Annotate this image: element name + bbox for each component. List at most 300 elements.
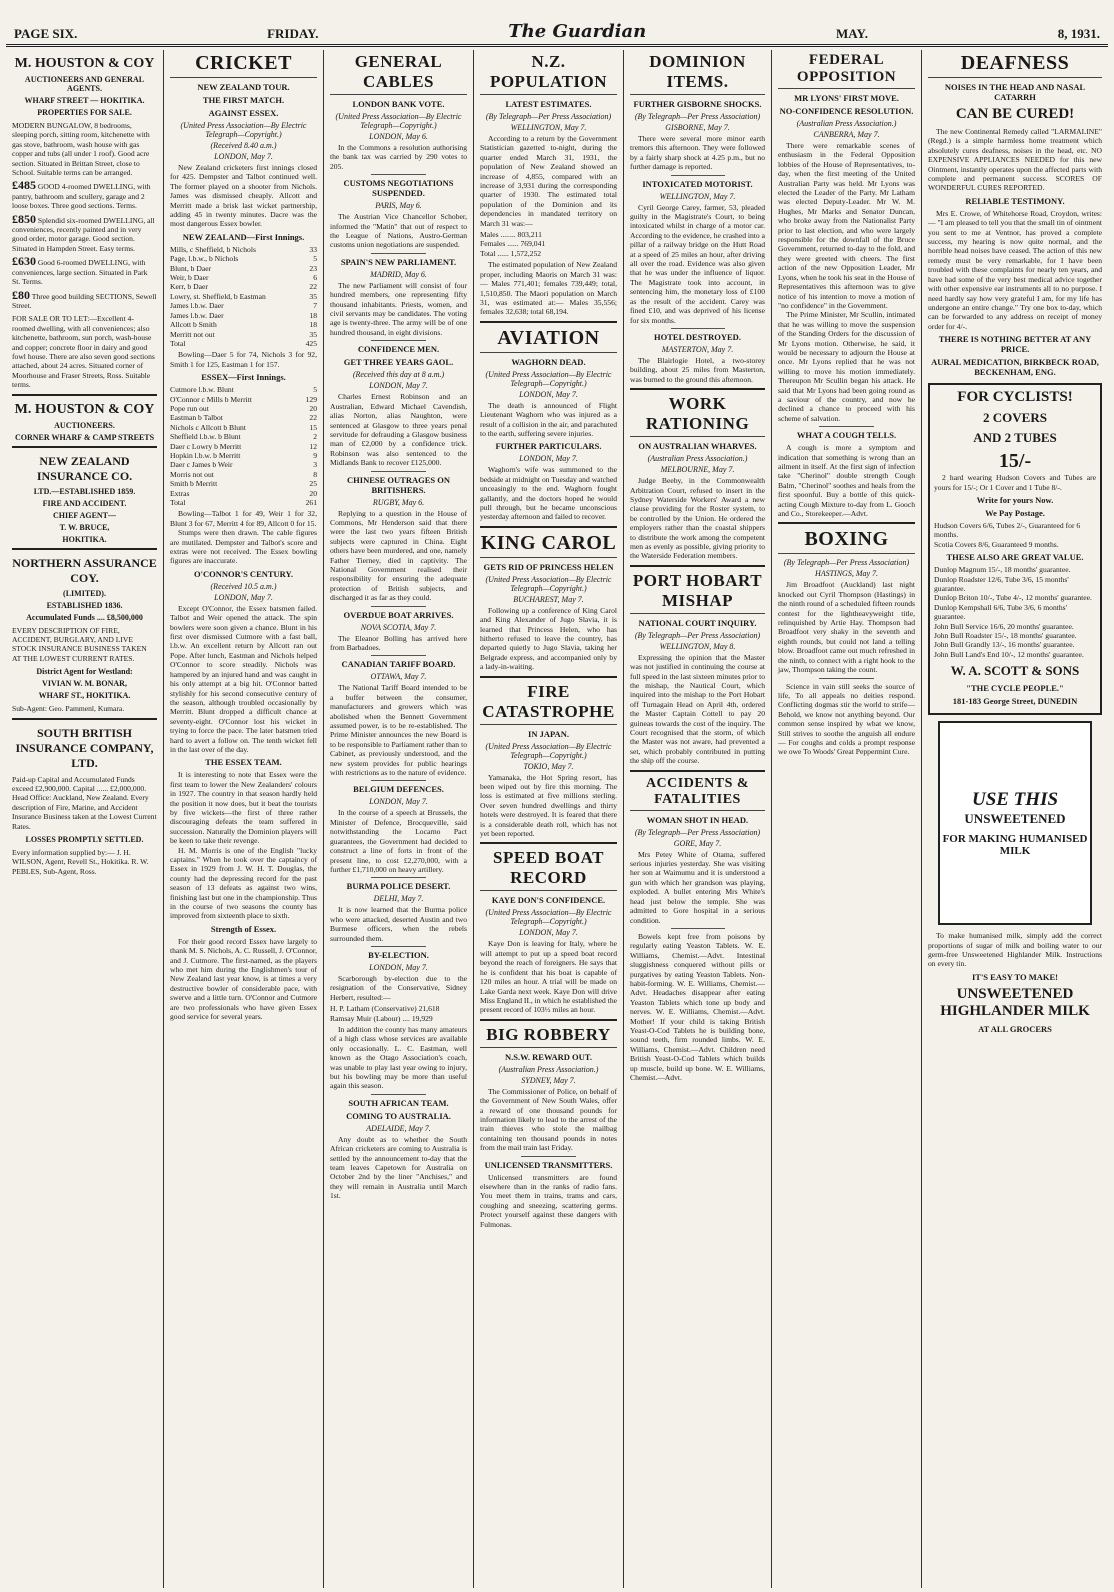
price-line: John Bull Grandly 13/-, 16 months' guarantee. [934, 640, 1075, 650]
score-batsman: Lowry, st. Sheffield, b Eastman [170, 291, 266, 301]
subheading: SOUTH AFRICAN TEAM. [348, 1097, 449, 1108]
divider [371, 655, 426, 656]
dateline: WELLINGTON, May 7. [659, 191, 736, 201]
ad-insurance-losses: LOSSES PROMPTLY SETTLED. [25, 835, 144, 845]
divider [778, 522, 915, 524]
article-paragraph: Stumps were then drawn. The cable figures are mutilated. Dempster and Talbot's score and extras were not received. The Essex bowling figures are inaccurate. [170, 528, 317, 566]
ad-props-head: PROPERTIES FOR SALE. [37, 108, 132, 117]
property-price: £850 [12, 211, 36, 226]
score-line [170, 489, 317, 498]
subheading: WOMAN SHOT IN HEAD. [646, 814, 749, 825]
subheading: N.S.W. REWARD OUT. [505, 1051, 592, 1062]
article-paragraph: Yamanaka, the Hot Spring resort, has been wiped out by fire this morning. The loss is estimated at five millions sterling. Over seven hundred dwellings and thirty hotels were destroyed. It is feared that there is a considerable death roll, which has not yet been reported. [480, 772, 617, 839]
ad-insurance-district: District Agent for Westland: [36, 667, 133, 677]
score-runs: 9 [313, 450, 317, 460]
column-6-federal-opposition [772, 50, 922, 1588]
score-batsman: Morris not out [170, 469, 214, 479]
cyclists-firm: W. A. SCOTT & SONS [950, 663, 1080, 679]
score-runs: 5 [313, 254, 317, 264]
credit-line: (By Telegraph—Per Press Association) [634, 630, 761, 640]
ad-insurance-type: FIRE AND ACCIDENT. [42, 498, 127, 508]
subheading: HOTEL DESTROYED. [654, 331, 741, 342]
divider [12, 548, 157, 550]
milk-ad-bottom: UNSWEETENED HIGHLANDER MILK [940, 985, 1090, 1019]
article-paragraph: The Eleanor Bolling has arrived here from Barbadoes. [330, 633, 467, 652]
score-line [170, 330, 317, 339]
score-batsman: James l.b.w. Daer [170, 310, 224, 320]
score-runs: 35 [309, 291, 317, 301]
section-heading: FEDERAL OPPOSITION [778, 52, 915, 89]
dateline: LONDON, May 7. [369, 381, 428, 391]
score-batsman: Smith b Merritt [170, 479, 218, 489]
dateline: MADRID, May 6. [370, 269, 427, 279]
score-line [170, 460, 317, 469]
article-paragraph: Mrs Petey White of Otama, suffered serious injuries yesterday. She was visiting her son at Waimumu and it is understood a gun with which her grandson was playing, exploded. A bullet entering Mrs White's head just below the temple. She was admitted to Gore hospital in a serious condition. [630, 849, 765, 925]
election-results [330, 1004, 467, 1023]
dateline: TOKIO, May 7. [523, 761, 574, 771]
property-price: £485 [12, 178, 36, 193]
ad-paragraph: The new Continental Remedy called "LARMALINE" (Regd.) is a simple harmless home treatment which absolutely cures deafness, noises in the head, etc. NO EXPENSIVE APPLIANCES NEEDED for this new Ointment, instantly operates upon the affected parts with complete and permanent success. SCORES OF WONDERFUL CURES REPORTED. [928, 127, 1102, 193]
cyclists-firm-sub: "THE CYCLE PEOPLE." [966, 683, 1064, 694]
ad-subheading: NOISES IN THE HEAD AND NASAL CATARRH [944, 82, 1086, 102]
article-paragraph: A cough is more a symptom and indication that something is wrong than an ailment in itself. At the first sign of infection take "Cherinol" double strength Cough Balm, "Cherinol" soothes and heals from the first spoonful. Buy a bottle of this quick-acting Cough Mixture to-day from L. Gooch and Co., Storekeeper.—Advt. [778, 443, 915, 519]
article-paragraph: Judge Beeby, in the Commonwealth Arbitration Court, refused to insert in the Sydney Waterside Workers' Award a new clause providing for the Roster system, to be controlled by the Union. He ordered the employers rather than the coastal shippers to distribute the work among the competent men as evenly as possible, giving priority to the Waterside Federation members. [630, 476, 765, 561]
ad-insurance-est: ESTABLISHED 1836. [46, 600, 123, 610]
divider [480, 676, 617, 678]
dateline: RUGBY, May 6. [372, 497, 425, 507]
subheading: INTOXICATED MOTORIST. [642, 178, 753, 189]
divider [12, 446, 157, 448]
dateline: NOVA SCOTIA, May 7. [360, 622, 437, 632]
divider [671, 928, 725, 929]
divider [630, 770, 765, 772]
subheading: NO-CONFIDENCE RESOLUTION. [779, 106, 914, 116]
ad-heading: DEAFNESS [928, 52, 1102, 78]
dateline: CANBERRA, May 7. [813, 130, 880, 139]
score-line [170, 245, 317, 254]
score-line [170, 273, 317, 282]
price-line: Dunlop Briton 10/-, Tube 4/-, 12 months' guarantee. [934, 593, 1092, 603]
subheading: BURMA POLICE DESERT. [346, 881, 451, 892]
score-batsman: Nichols c Allcott b Blunt [170, 422, 246, 432]
ad-insurance-agent-label: CHIEF AGENT— [52, 510, 117, 520]
score-runs: 33 [309, 244, 317, 254]
article-paragraph: It is now learned that the Burma police who were attacked, deserted Austin and two Burmese officers, when the rebels surrounded them. [330, 905, 467, 943]
subheading: NEW ZEALAND TOUR. [197, 82, 290, 92]
credit-line: (United Press Association—By Electric Telegraph—Copyright.) [335, 112, 462, 130]
score-runs: 3 [313, 460, 317, 470]
ad-insurance-town: HOKITIKA. [62, 534, 107, 544]
dateline: WELLINGTON, May 8. [659, 641, 736, 651]
subheading: LONDON BANK VOTE. [352, 99, 445, 109]
credit-line: (Australian Press Association.) [647, 454, 748, 464]
subheading: CUSTOMS NEGOTIATIONS SUSPENDED. [343, 178, 454, 199]
ad-insurance-desc: Paid-up Capital and Accumulated Funds exceed £2,900,000. Capital ...... £2,000,000. Head Office: Auckland, New Zealand. Every description of Fire, Marine, and Accident Insurance Business taken at the Lowest Current Rates. [12, 774, 157, 831]
ad-paragraph: Mrs E. Crowe, of Whitehorse Road, Croydon, writes:— "I am pleased to tell you that the small tin of ointment you sent to me at Ventnor, has proved a complete success, my hearing is now quite normal, and the horrible head noises have ceased. The action of this new remedy must be very remarkable, for I have been troubled with these complaints for nearly ten years, and have had some of the very best medical advice together with other expensive ear instruments all to no purpose. I need hardly say how very grateful I am, for my life has undergone an entire change." Try one box to-day, which can be forwarded to any address on receipt of money order for 4/-. [928, 208, 1102, 331]
score-runs: 129 [305, 394, 317, 404]
article-paragraph: Scarborough by-election due to the resignation of the Conservative, Sidney Herbert, resulted:— [330, 973, 467, 1002]
divider [371, 780, 426, 781]
divider [630, 388, 765, 390]
dateline: GORE, May 7. [673, 838, 722, 848]
section-heading: SPEED BOAT RECORD [480, 848, 617, 891]
score-runs: 22 [309, 413, 317, 423]
bowling-figures: Bowling—Talbot 1 for 49, Weir 1 for 32, Blunt 3 for 67, Merritt 4 for 89, Allcott 0 for 15. [170, 509, 317, 528]
credit-line: (United Press Association—By Electric Telegraph—Copyright.) [485, 574, 612, 593]
ad-heading: CAN BE CURED! [955, 106, 1075, 122]
subheading: THE FIRST MATCH. [202, 95, 285, 105]
credit-line: (By Telegraph—Per Press Association) [634, 827, 761, 837]
innings-heading: NEW ZEALAND—First Innings. [182, 231, 305, 242]
ad-firm-address: CORNER WHARF & CAMP STREETS [14, 432, 155, 442]
dateline: LONDON, May 7. [214, 152, 273, 161]
milk-ad-paragraph: To make humanised milk, simply add the correct proportions of sugar of milk and boiling water to our germ-free Unsweetened Highlander Milk. Instructions on every tin. [928, 931, 1102, 969]
advertisement-verse: Science in vain still seeks the source of life, To all appeals no deities respond. Conflicting dogmas stir the world to strife— Behold, we know not anything beyond. Our common sense inspired by what we know, Still strives to soothe the anguish all endure— For coughs and colds a prompt response we owe To Woods' Great Peppermint Cure. [778, 681, 915, 757]
subheading: AGAINST ESSEX. [208, 108, 279, 118]
subheading: GETS RID OF PRINCESS HELEN [483, 561, 614, 572]
dateline: LONDON, May 7. [369, 962, 428, 972]
section-heading: BIG ROBBERY [480, 1025, 617, 1048]
article-paragraph: The Blairlogie Hotel, a two-storey building, about 25 miles from Masterton, was burned to the ground this afternoon. [630, 355, 765, 384]
score-runs: 425 [305, 338, 317, 348]
score-runs: 12 [309, 441, 317, 451]
advertisement-text: Bowels kept free from poisons by regularly eating Yeaston Tablets. W. E. Williams, Chemist.—Advt. Intestinal sluggishness conquered without pills or purgatives by eating Yeaston Tablets. Non-habit-forming. W. E. Williams, Chemist.—Advt. Headaches disappear after eating Yeaston Tablets which tone up body and nerves. W. E. Williams, Chemist.—Advt. Mother! If your child is taking British Yeast-O-Cod Tablets he is building bone, sound teeth, firm rounded limbs. W. E. Williams, Chemist.—Advt. Children need British Yeast-O-Cod Tablets which builds up muscle, build up bone. W. E. Williams, Chemist.—Advt. [630, 931, 765, 1082]
score-runs: 25 [309, 479, 317, 489]
cyclists-ad [928, 383, 1102, 715]
divider [480, 321, 617, 323]
subheading: BY-ELECTION. [368, 949, 429, 960]
column-4-nz-population [474, 50, 624, 1588]
credit-line: (By Telegraph—Per Press Association) [634, 112, 761, 121]
dateline: LONDON, May 7. [519, 389, 578, 399]
section-heading: CRICKET [170, 52, 317, 78]
ad-insurance-agent: VIVIAN W. M. BONAR, [42, 679, 127, 689]
article-paragraph: The Commissioner of Police, on behalf of the Government of New South Wales, offer a reward of one thousand pounds for information likely to lead to the arrest of the train thieves who stole the mailbag containing ten thousand pounds in notes from the mail train last Friday. [480, 1086, 617, 1153]
article-paragraph: The new Parliament will consist of four hundred members, one representing fifty thousand inhabitants. Priests, women, and civil servants may be candidates. The voting age is twenty-three. The army will be of one hundred thousand, in eight divisions. [330, 280, 467, 337]
divider [480, 526, 617, 528]
column-1-advertisements [6, 50, 164, 1588]
dateline: LONDON, May 7. [369, 797, 428, 807]
property-desc: Good 6-roomed DWELLING, with conveniences, large section. Situated in Park St. Terms. [12, 258, 148, 287]
article-paragraph: New Zealand cricketers first innings closed for 425. Dempster and Talbot continued well. The former played on a shooter from Nichols. James was dismissed cheaply. Allcott and Merritt made a brisk last wicket partnership, adding 45 in twenty minutes. Dacre was the most dangerous Essex bowler. [170, 163, 317, 229]
ad-firm-name: M. HOUSTON & COY [14, 56, 155, 71]
ad-property [12, 254, 157, 287]
article-paragraph: Following up a conference of King Carol and King Alexander of Jugo Slavia, it is learned that Princess Helen, who has hitherto refused to leave the country, has departed quietly to Jugo Slavia, taking her Belgrade express, and accompanied only by a lady-in-waiting. [480, 605, 617, 672]
cyclists-sub: 2 COVERS [983, 410, 1047, 426]
score-batsman: Page, l.b.w., b Nichols [170, 254, 239, 264]
score-batsman: Daer c James b Weir [170, 460, 233, 470]
ad-address: AURAL MEDICATION, BIRKBECK ROAD, BECKENHAM, ENG. [931, 357, 1099, 378]
masthead [6, 18, 1108, 47]
property-desc: GOOD 4-roomed DWELLING, with pantry, bathroom and scullery, garage and 2 loose boxes. Three good sections. Terms. [12, 182, 151, 211]
population-figures [480, 230, 617, 258]
subheading: KAYE DON'S CONFIDENCE. [491, 895, 606, 906]
score-line [170, 413, 317, 422]
score-batsman: Weir, b Daer [170, 273, 209, 283]
credit-line: (United Press Association—By Electric Telegraph—Copyright.) [485, 908, 612, 927]
score-batsman: Merritt not out [170, 329, 215, 339]
paper-title: The Guardian [508, 21, 647, 42]
divider [819, 678, 874, 679]
subheading: FURTHER GISBORNE SHOCKS. [633, 99, 762, 109]
divider [371, 946, 426, 947]
article-paragraph: The National Tariff Board intended to be a buffer between the consumer, manufacturers and growers which was abolished when the Bennett Government assumed power, is to be re-established. The Prime Minister announces the new Board is to be responsible to Parliament rather than to Cabinet, as previously understood, and the new system provides for public hearings with restrictions as to the nature of evidence. [330, 683, 467, 778]
subheading: Strength of Essex. [210, 923, 277, 934]
ad-insurance-funds: Accumulated Funds .... £8,500,000 [26, 612, 143, 622]
dateline: LONDON, May 7. [519, 928, 578, 938]
divider [671, 175, 725, 176]
credit-line: (Australian Press Association.) [796, 119, 897, 128]
score-batsman: Kerr, b Daer [170, 282, 208, 292]
election-result: Ramsay Muir (Labour) .... 19,929 [330, 1013, 433, 1023]
scorecard-essex [170, 385, 317, 507]
price-line: Hudson Covers 6/6, Tubes 2/-, Guaranteed for 6 months. [934, 520, 1081, 540]
ad-firm-sub: AUCTIONEERS AND GENERAL AGENTS. [24, 75, 145, 93]
property-price: £80 [12, 287, 30, 302]
article-paragraph: The death is announced of Flight Lieutenant Waghorn who was injured as a result of a collision in the air, and parachuted to the earth, suffering severe injuries. [480, 400, 617, 438]
subheading: UNLICENSED TRANSMITTERS. [484, 1159, 613, 1170]
score-line [170, 292, 317, 301]
score-line [170, 404, 317, 413]
article-paragraph: Kaye Don is leaving for Italy, where he will attempt to put up a speed boat record beyond the reach of foreigners. He says that he is confident that his boat is capable of 120 miles an hour. A trial will be made on Lake Garda next week. Kaye Don will drive Miss England II., in which he established the present record of 103½ miles an hour. [480, 939, 617, 1015]
article-paragraph: There were remarkable scenes of enthusiasm in the Federal Opposition lobbies of the House of Representatives, to-day, when the first meeting of the United Australian Party was held. Mr Lyons was elected the Leader of the Party. Mr Latham was elected Deputy-Leader. Mr W. M. Hughes, Mr Marks and Senator Duncan, who broke away from the Nationalist Party prior to last election, and who were largely responsible for the downfall of the Bruce Government, returned to-day to the fold, and they were greeted with cheers. The first action of the new Opposition Leader, Mr Lyons, when he took his seat in the House of Representatives this afternoon was to give notice of his intention to move a motion of "no confidence" in the Government. [778, 141, 915, 310]
subheading: SPAIN'S NEW PARLIAMENT. [340, 256, 457, 267]
ad-property: FOR SALE OR TO LET:—Excellent 4-roomed dwelling, with all conveniences; also kitchenette, bathroom, sun porch, wash-house and copper; concrete floor in dairy and good fowl house. There are also seven good sections attached, about 24 acres. Situated corner of Moorhouse and Fraser Streets, Ross. Suitable terms. [12, 314, 155, 390]
ad-insurance-name: NEW ZEALAND INSURANCE CO. [36, 453, 133, 483]
milk-tin-illustration [938, 721, 1092, 925]
ad-property: MODERN BUNGALOW, 8 bedrooms, sleeping porch, sitting room, kitchenette with gas stove, bathroom, wash house with gas copper and tubs (all under 1 roof). Good acre section. Situated in Brittan Street, close to School. Suitable terms can be arranged. [12, 121, 150, 178]
score-batsman: Eastman b Talbot [170, 413, 223, 423]
score-batsman: Cutmore l.b.w. Blunt [170, 385, 234, 395]
score-line [170, 339, 317, 348]
subheading: CHINESE OUTRAGES ON BRITISHERS. [347, 474, 450, 495]
ad-insurance-info: Every information supplied by:— J. H. WILSON, Agent, Revell St., Hokitika. R. W. PEBLES, Sub-Agent, Ross. [12, 848, 149, 876]
subheading: COMING TO AUSTRALIA. [346, 1110, 451, 1121]
article-paragraph: In the course of a speech at Brussels, the Minister of Defence, Brocqueville, said notwithstanding the Locarno Pact guarantees, the Government had decided to construct a line of forts in front of the present line, to cost £2,270,000, with a further £1,710,000 on heavy artillery. [330, 808, 467, 874]
score-batsman: Sheffield l.b.w. b Blunt [170, 432, 241, 442]
ad-insurance-address: WHARF ST., HOKITIKA. [38, 691, 131, 701]
population-males: Males ........ 803,211 [480, 230, 542, 240]
score-line [170, 451, 317, 460]
section-heading: AVIATION [480, 327, 617, 353]
ad-property [12, 211, 157, 254]
article-paragraph: For their good record Essex have largely to thank M. S. Nichols, A. C. Russell, J. O'Connor, and J. Cutmore. The first-named, as the players who met him during the Englishmen's tour of New Zealand last year know, is at times a very destructive bowler of considerable pace, with swerve and a little turn. O'Connor and Cutmore are two professionals who have given Essex good service for several years. [170, 936, 317, 1022]
subheading: BELGIUM DEFENCES. [353, 784, 444, 795]
divider [371, 174, 426, 175]
ad-insurance-desc: EVERY DESCRIPTION OF FIRE, ACCIDENT, BURGLARY, AND LIVE STOCK INSURANCE BUSINESS TAKEN AT THE LOWEST CURRENT RATES. [12, 625, 147, 663]
dateline: LONDON, May 7. [214, 592, 273, 602]
ad-firm-address: WHARF STREET — HOKITIKA. [24, 96, 145, 105]
price-line: John Bull Land's End 10/-, 12 months' guarantee. [934, 649, 1084, 659]
score-line [170, 423, 317, 432]
dateline: GISBORNE, May 7. [665, 123, 730, 132]
credit-line: (United Press Association—By Electric Telegraph—Copyright.) [180, 121, 307, 139]
divider [371, 1094, 426, 1095]
section-heading: KING CAROL [480, 532, 617, 558]
score-batsman: O'Connor c Mills b Merritt [170, 394, 252, 404]
ad-insurance-subagent: Sub-Agent: Geo. Pammenl, Kumara. [12, 704, 125, 714]
dateline: LONDON, May 7. [519, 454, 578, 464]
score-line [170, 442, 317, 451]
article-paragraph: In addition the county has many amateurs of a high class whose services are available only occasionally. L. C. Eastman, well known as the Otago Association's coach, was unable to play last year owing to injury, but his bowling may be more than useful again this season. [330, 1024, 467, 1091]
article-paragraph: Charles Ernest Robinson and an Australian, Edward Michael Cavendish, alias Norton, alias Naughton, were sentenced at Glasgow to three years penal servitude for defrauding a Glasgow business man of £2,000 by a confidence trick. Robinson was also sentenced to the Midlands Bank to recover £125,000. [330, 392, 467, 468]
ad-property [12, 178, 157, 211]
article-paragraph: The Austrian Vice Chancellor Schober, informed the "Matin" that out of respect to the League of Nations, Austro-German customs union negotiations are suspended. [330, 212, 467, 250]
price-line: John Bull Service 16/6, 20 months' guarantee. [934, 621, 1074, 631]
section-heading: FIRE CATASTROPHE [480, 682, 617, 725]
score-runs: 2 [313, 432, 317, 442]
ad-note: THERE IS NOTHING BETTER AT ANY PRICE. [938, 334, 1092, 355]
score-batsman: Total [170, 338, 186, 348]
score-batsman: Hopkin l.b.w. b Merritt [170, 450, 241, 460]
received-line: (Received this day at 8 a.m.) [352, 370, 445, 380]
score-runs: 20 [309, 403, 317, 413]
page-number: PAGE SIX. [14, 26, 78, 41]
article-paragraph: It is interesting to note that Essex were the first team to lower the New Zealanders' colours in 1927. The country in that season hardly held the position it now does, but it beat the tourists by five wickets—the first of three rather discouraging defeats the team suffered in succession. Naturally the Dominion players will be keen to take their revenge. [170, 770, 317, 846]
score-line [170, 395, 317, 404]
date: 8, 1931. [1057, 26, 1100, 41]
divider [819, 426, 874, 427]
divider [671, 328, 725, 329]
ad-firm-sub: AUCTIONEERS. [54, 420, 115, 430]
score-runs: 7 [313, 301, 317, 311]
score-line [170, 254, 317, 263]
column-2-cricket [164, 50, 324, 1588]
dateline: DELHI, May 7. [373, 894, 424, 904]
credit-line: (United Press Association—By Electric Telegraph—Copyright.) [485, 369, 612, 388]
score-line [170, 264, 317, 273]
score-batsman: Pope run out [170, 403, 209, 413]
score-runs: 261 [305, 498, 317, 507]
subheading: CONFIDENCE MEN. [357, 344, 440, 355]
article-paragraph: Any doubt as to whether the South African cricketers are coming to Australia is settled by the announcement to-day that the team leaves Capetown for Australia on October 2nd by the liner "Anchises," and they will remain in Australia until March 1st. [330, 1134, 467, 1201]
score-runs: 5 [313, 385, 317, 395]
score-line [170, 498, 317, 507]
price-line: John Bull Roadster 15/-, 18 months' guarantee. [934, 631, 1077, 640]
ad-subheading: RELIABLE TESTIMONY. [965, 195, 1065, 206]
score-runs: 18 [309, 320, 317, 330]
divider [12, 394, 157, 396]
article-paragraph: H. M. Morris is one of the English "lucky captains." When he took over the captaincy of Essex in 1929 from J. W. H. T. Douglas, the county had the depressing record for the past season of 13 defeats as against two wins, finishing last but one in the championship. Thus in the course of two seasons the county has improved from sixteenth place to sixth. [170, 845, 317, 921]
score-runs: 23 [309, 263, 317, 273]
cyclists-also-list [934, 565, 1096, 659]
section-heading: BOXING [778, 528, 915, 554]
article-paragraph: Expressing the opinion that the Master was not justified in continuing the course at full speed in the last sixteen minutes prior to the mishap, the Nautical Court, which inquired into the mishap to the Port Hobart off Turnagain Head on April 4th, ordered the Master Captain Cottell to pay 20 guineas towards the cost of the inquiry. The Court recognised that the storm, of which the Master was not aware, had prevented a set, which probably contributed in putting the ship off the course. [630, 652, 765, 766]
article-paragraph: Jim Broadfoot (Auckland) last night knocked out Cyril Thompson (Hastings) in the ninth round of a scheduled fifteen rounds contest for the lightheavyweight title, relinquished by Artie Hay. Thompson had Broadfoot very shaky in the seventh and eighth rounds, but could not land a telling blow. Broadfoot came out much refreshed in the ninth, to connect with a right hook to the jaw, Thompson taking the count. [778, 580, 915, 675]
ad-insurance-name: SOUTH BRITISH INSURANCE COMPANY, LTD. [15, 725, 154, 770]
dateline: BUCHAREST, May 7. [513, 594, 584, 604]
score-batsman: James l.b.w. Daer [170, 301, 224, 311]
divider [371, 340, 426, 341]
credit-line: (United Press Association—By Electric Telegraph—Copyright.) [485, 741, 612, 760]
divider [12, 718, 157, 720]
section-heading: DOMINION ITEMS. [630, 52, 765, 95]
population-females: Females ...... 769,041 [480, 239, 546, 249]
price-line: Dunlop Roadster 12/6, Tube 3/6, 15 months' guarantee. [934, 574, 1069, 593]
score-batsman: Total [170, 498, 186, 507]
article-paragraph: Unlicensed transmitters are found elsewhere than in the ranks of radio fans. You meet them in trains, trams and cars, coughing and sneezing, scattering germs. Protect yourself against these dangers with Fulmonas. [480, 1172, 617, 1229]
innings-heading: ESSEX—First Innings. [201, 372, 286, 383]
cyclists-postage: We Pay Postage. [985, 507, 1045, 518]
dateline: MELBOURNE, May 7. [660, 465, 735, 475]
divider [480, 1019, 617, 1021]
column-5-dominion-items [624, 50, 772, 1588]
cyclists-price-list [934, 521, 1096, 549]
score-line [170, 320, 317, 329]
received-line: (Received 10.5 a.m.) [210, 581, 277, 591]
price-line: Dunlop Magnum 15/-, 18 months' guarantee. [934, 565, 1071, 575]
divider [630, 565, 765, 567]
milk-ad-brand: UNSWEETENED [964, 811, 1066, 827]
column-7-advertisements [922, 50, 1108, 1588]
subheading: FURTHER PARTICULARS. [495, 441, 602, 452]
columns [6, 50, 1108, 1588]
election-result: H. P. Latham (Conservative) 21,618 [330, 1004, 440, 1014]
section-heading: ACCIDENTS & FATALITIES [630, 776, 765, 811]
credit-line: (By Telegraph—Per Press Association) [783, 558, 910, 568]
credit-line: (By Telegraph—Per Press Association) [485, 112, 612, 121]
cyclists-firm-address: 181-183 George Street, DUNEDIN [952, 696, 1078, 707]
ad-insurance-est: LTD.—ESTABLISHED 1859. [33, 486, 136, 496]
subheading: LATEST ESTIMATES. [505, 99, 592, 109]
column-3-general-cables [324, 50, 474, 1588]
score-runs: 18 [309, 310, 317, 320]
bowling-figures: Bowling—Daer 5 for 74, Nichols 3 for 92, Smith 1 for 125, Eastman 1 for 157. [170, 350, 317, 369]
dateline: LONDON, May 6. [369, 132, 428, 141]
subheading: NATIONAL COURT INQUIRY. [638, 617, 757, 628]
article-paragraph: Waghorn's wife was summoned to the bedside at midnight on Tuesday and watched unceasingly to the end. Waghorn fought gallantly, and the doctors hoped he would pull through, but he became unconscious yesterday afternoon and failed to recover. [480, 465, 617, 522]
property-desc: Three good building SECTIONS, Sewell Street. [12, 291, 157, 310]
subheading: GET THREE YEARS GAOL. [343, 357, 454, 368]
received-line: (Received 8.40 a.m.) [210, 141, 277, 150]
score-line [170, 385, 317, 394]
day: FRIDAY. [267, 26, 319, 41]
ad-firm-name: M. HOUSTON & COY [14, 401, 155, 417]
scorecard-nz [170, 245, 317, 348]
score-runs: 15 [309, 422, 317, 432]
score-runs: 6 [313, 273, 317, 283]
subheading: WAGHORN DEAD. [511, 356, 586, 367]
cyclists-sub: AND 2 TUBES [973, 430, 1057, 446]
subheading: WHAT A COUGH TELLS. [796, 430, 897, 441]
score-batsman: Blunt, b Daer [170, 263, 212, 273]
ad-insurance-name: NORTHERN ASSURANCE COY. [12, 555, 157, 585]
subheading: MR LYONS' FIRST MOVE. [794, 93, 899, 103]
dateline: WELLINGTON, May 7. [510, 123, 587, 132]
score-runs: 20 [309, 488, 317, 498]
dateline: MASTERTON, May 7. [661, 344, 734, 354]
article-paragraph: Except O'Connor, the Essex batsmen failed. Talbot and Weir opened the attack. The spin bowlers were soon given a chance. Blunt in his first over dismissed Cutmore with a fast ball, l.b.w. An excellent return by Allcott ran out Pope. After lunch, Eastman and Nichols helped O'Connor to score steadily. Nichols was hampered by an injured hand and was caught in his only attempt at a big hit. O'Connor batted stylishly for his second consecutive century of the season, although troubled occasionally by Merritt. Blunt dropped a difficult chance at seventy-eight. O'Connor lost his wicket in trying to force the pace. The later batsmen tried hard to avert a follow on. The tenth wicket fell in the last over of the day. [170, 603, 317, 754]
divider [371, 606, 426, 607]
score-runs: 35 [309, 329, 317, 339]
milk-ad-grocers: AT ALL GROCERS [978, 1023, 1052, 1034]
score-batsman: Extras [170, 488, 190, 498]
dateline: PARIS, May 6. [375, 201, 422, 211]
score-line [170, 479, 317, 488]
score-line [170, 432, 317, 441]
subheading: O'CONNOR'S CENTURY. [193, 568, 294, 579]
divider [371, 253, 426, 254]
price-line: Scotia Covers 8/6, Guaranteed 9 months. [934, 539, 1059, 549]
score-line [170, 311, 317, 320]
milk-ad-easy: IT'S EASY TO MAKE! [971, 971, 1059, 982]
score-batsman: Allcott b Smith [170, 320, 217, 330]
score-batsman: Daer c Lowry b Merritt [170, 441, 242, 451]
cyclists-also: THESE ALSO ARE GREAT VALUE. [946, 552, 1084, 563]
score-line [170, 301, 317, 310]
article-paragraph: There were several more minor earth tremors this afternoon. They were followed by a fairly sharp shock at 4.25 p.m., but no further damage is reported. [630, 134, 765, 172]
dateline: SYDNEY, May 7. [521, 1075, 576, 1085]
